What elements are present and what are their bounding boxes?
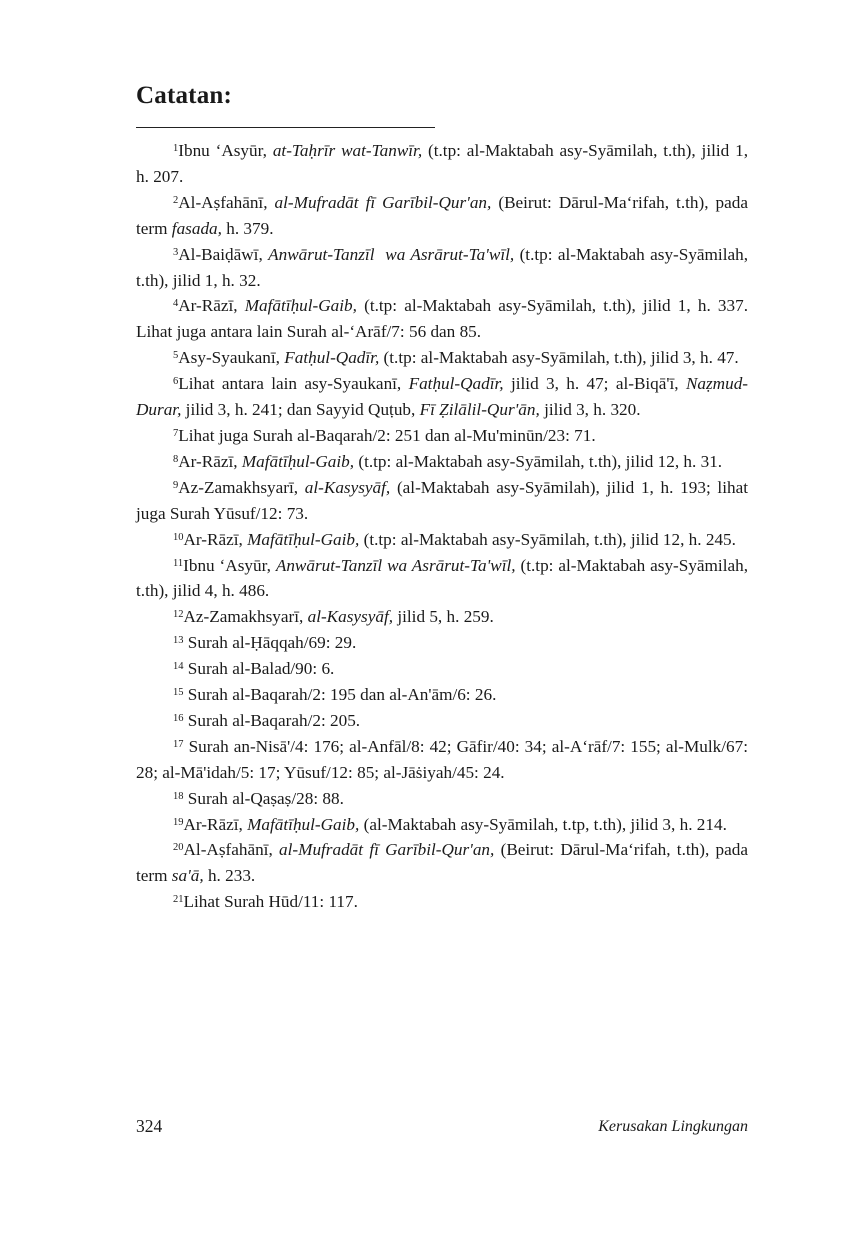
book-title: Fatḥul-Qadīr,	[408, 374, 504, 394]
footnote-number: 2	[173, 194, 179, 206]
footnote-number: 16	[173, 712, 184, 724]
footnote-number: 5	[173, 350, 179, 362]
footnote-text: (t.tp: al-Maktabah asy-Syāmilah, t.th), jilid 12, h. 245.	[359, 529, 736, 549]
running-title: Kerusakan Lingkungan	[598, 1118, 748, 1135]
footnote-11	[136, 553, 748, 605]
footnote-18	[136, 786, 748, 812]
footnote-text: Al-Aṣfahānī,	[178, 192, 275, 212]
footnote-14	[136, 656, 748, 682]
footnote-text: Az-Zamakhsyarī,	[183, 607, 308, 627]
footnote-text: Surah al-Qaṣaṣ/28: 88.	[183, 788, 344, 808]
footnote-text: (t.tp: al-Maktabah asy-Syāmilah, t.th), jilid 1, h. 32.	[136, 244, 748, 290]
footnote-text: Surah al-Balad/90: 6.	[183, 659, 335, 679]
book-title: Anwārut-Tanzīl wa Asrārut-Ta'wīl,	[275, 555, 516, 575]
footnote-number: 10	[173, 531, 184, 543]
footnote-text: jilid 3, h. 241; dan Sayyid Quṭub,	[181, 400, 420, 420]
footnote-text: Al-Baiḍāwī,	[178, 244, 269, 264]
book-title: Mafātīḥul-Gaib,	[244, 296, 357, 316]
footnote-text: jilid 3, h. 47; al-Biqā'ī,	[503, 374, 686, 394]
footnote-number: 12	[173, 609, 184, 621]
term: fasada,	[171, 218, 222, 238]
footnote-number: 11	[173, 557, 184, 569]
term: sa'ā,	[171, 866, 204, 886]
footnote-text: Lihat Surah Hūd/11: 117.	[183, 892, 358, 912]
footnote-text: Ar-Rāzī,	[178, 451, 242, 471]
book-title: Fatḥul-Qadīr,	[284, 348, 380, 368]
footnote-number: 6	[173, 376, 179, 388]
footnote-19	[136, 812, 748, 838]
footnote-text: (t.tp: al-Maktabah asy-Syāmilah, t.th), jilid 1, h. 207.	[136, 141, 748, 186]
footnote-text: (Beirut: Dārul-Ma‘rifah, t.th), pada term	[136, 840, 748, 886]
footnote-7	[136, 423, 748, 449]
footnote-text: (al-Maktabah asy-Syāmilah), jilid 1, h. 193; lihat juga Surah Yūsuf/12: 73.	[136, 477, 748, 523]
book-title: at-Taḥrīr wat-Tanwīr,	[272, 141, 423, 160]
book-title: Anwārut-Tanzīl wa Asrārut-Ta'wīl,	[268, 244, 515, 264]
footnote-3	[136, 242, 748, 294]
footnote-17	[136, 734, 748, 786]
footnote-number: 7	[173, 427, 179, 439]
footnote-number: 21	[173, 894, 184, 906]
footnote-number: 4	[173, 298, 179, 310]
footnote-4	[136, 293, 748, 345]
footnote-text: Asy-Syaukanī,	[178, 348, 285, 368]
footnote-text: Ar-Rāzī,	[178, 296, 245, 316]
footnote-number: 14	[173, 661, 184, 673]
footnote-20	[136, 837, 748, 889]
footnote-text: Surah al-Ḥāqqah/69: 29.	[183, 633, 357, 653]
footnote-text: Ibnu ‘Asyūr,	[183, 555, 276, 575]
footnote-number: 8	[173, 453, 179, 465]
footnote-15	[136, 682, 748, 708]
book-title: Mafātīḥul-Gaib,	[247, 814, 360, 834]
footnote-divider	[136, 127, 435, 128]
footnote-10	[136, 527, 748, 553]
footnote-1	[136, 138, 748, 190]
book-title: Fī Ẓilālil-Qur'ān,	[419, 400, 540, 420]
footnote-number: 3	[173, 246, 179, 258]
footnote-2	[136, 190, 748, 242]
footnote-8	[136, 449, 748, 475]
footnote-text: jilid 3, h. 320.	[539, 400, 641, 420]
footnote-text: h. 233.	[203, 866, 256, 886]
footnote-16	[136, 708, 748, 734]
book-title: al-Kasysyāf,	[307, 607, 394, 627]
footnote-12	[136, 604, 748, 630]
book-title: Naẓmud-Durar,	[136, 374, 749, 420]
footnote-number: 13	[173, 635, 184, 647]
footnote-text: (al-Maktabah asy-Syāmilah, t.tp, t.th), jilid 3, h. 214.	[359, 814, 727, 834]
footnote-text: Lihat juga Surah al-Baqarah/2: 251 dan al-Mu'minūn/23: 71.	[178, 425, 596, 445]
footnote-number: 1	[173, 143, 179, 154]
footnote-number: 18	[173, 790, 184, 802]
notes-heading: Catatan:	[136, 82, 233, 109]
footnote-text: jilid 5, h. 259.	[393, 607, 494, 627]
book-title: al-Mufradāt fī Garībil-Qur'an,	[279, 840, 495, 860]
footnote-text: Az-Zamakhsyarī,	[178, 477, 305, 497]
footnote-text: Lihat antara lain asy-Syaukanī,	[178, 374, 409, 394]
footnote-9	[136, 475, 748, 527]
footnote-list	[136, 138, 748, 915]
footnote-text: h. 379.	[221, 218, 274, 238]
footnote-text: (t.tp: al-Maktabah asy-Syāmilah, t.th), jilid 3, h. 47.	[379, 348, 739, 368]
book-title: Mafātīḥul-Gaib,	[247, 529, 360, 549]
footnote-text: (t.tp: al-Maktabah asy-Syāmilah, t.th), jilid 12, h. 31.	[354, 451, 723, 471]
book-title: al-Kasysyāf,	[304, 477, 391, 497]
footnote-5	[136, 345, 748, 371]
page-footer	[136, 1116, 748, 1140]
footnote-number: 17	[173, 738, 184, 750]
footnote-number: 15	[173, 687, 184, 699]
footnote-text: (t.tp: al-Maktabah asy-Syāmilah, t.th), jilid 4, h. 486.	[136, 555, 748, 601]
footnote-text: Ar-Rāzī,	[183, 529, 248, 549]
footnote-text: (Beirut: Dārul-Ma‘rifah, t.th), pada term	[136, 192, 748, 238]
footnote-text: Surah al-Baqarah/2: 195 dan al-An'ām/6: 26.	[183, 685, 497, 705]
footnote-13	[136, 630, 748, 656]
book-title: Mafātīḥul-Gaib,	[241, 451, 355, 471]
footnote-6	[136, 371, 748, 423]
footnote-21	[136, 889, 748, 915]
footnote-text: Surah an-Nisā'/4: 176; al-Anfāl/8: 42; Gāfir/40: 34; al-A‘rāf/7: 155; al-Mulk/67: 28; al-Mā'idah/5: 17; Yūsuf/12: 85; al-Jāṡiyah/45: 24.	[136, 736, 748, 782]
footnote-text: (t.tp: al-Maktabah asy-Syāmilah, t.th), jilid 1, h. 337. Lihat juga antara lain Surah al-‘Arāf/7: 56 dan 85.	[136, 296, 748, 342]
book-title: al-Mufradāt fī Garībil-Qur'an,	[274, 192, 492, 212]
footnote-number: 9	[173, 479, 179, 491]
footnote-text: Ar-Rāzī,	[183, 814, 248, 834]
footnote-text: Surah al-Baqarah/2: 205.	[183, 710, 361, 730]
footnote-number: 20	[173, 842, 184, 854]
footnote-text: Ibnu ‘Asyūr,	[178, 141, 273, 160]
footnote-text: Al-Aṣfahānī,	[183, 840, 280, 860]
footnote-number: 19	[173, 816, 184, 828]
page-number: 324	[136, 1116, 163, 1136]
